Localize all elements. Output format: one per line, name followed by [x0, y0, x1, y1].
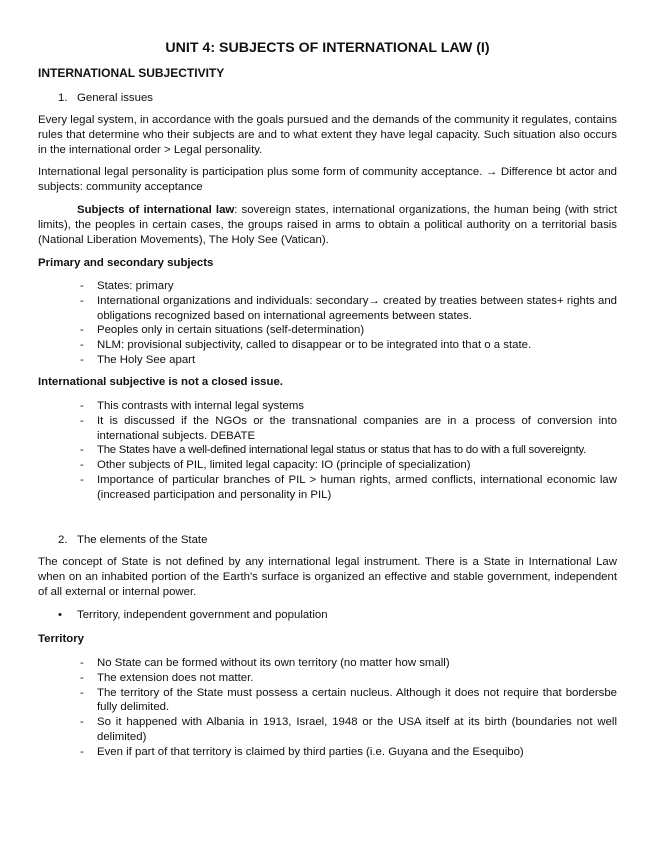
list-item: - The States have a well-defined international legal status or status that has to do with a full sovereignty. [80, 443, 617, 458]
list-item: - It is discussed if the NGOs or the transnational companies are in a process of conversion into international subjects. DEBATE [80, 414, 617, 444]
dash-list [80, 656, 617, 760]
paragraph-text: : sovereign states, international organizations, the human being (with strict limits), the peoples in certain cases, the groups raised in arms to obtain a political authority on a territorial basis (National Liberation Movements), The Holy See (Vatican). [38, 204, 617, 246]
list-item: - The territory of the State must possess a certain nucleus. Although it does not require that bordersbe fully delimited. [80, 686, 617, 716]
paragraph: The concept of State is not defined by any international legal instrument. There is a State in International Law when on an inhabited portion of the Earth's surface is organized an effective and stable government, independent of all external or internal power. [38, 556, 617, 598]
item-number: 1. [58, 92, 68, 104]
list-item: - Importance of particular branches of PIL > human rights, armed conflicts, international economic law (increased participation and personality in PIL) [80, 473, 617, 503]
dash-list [80, 279, 617, 368]
list-item: - International organizations and individuals: secondary→ created by treaties between states+ rights and obligations recognized based on international agreements between states. [80, 294, 617, 324]
numbered-item [58, 91, 598, 106]
bullet-icon: • [58, 609, 62, 621]
item-label: General issues [77, 92, 153, 104]
item-label: The elements of the State [77, 534, 208, 546]
subheading: Territory [38, 633, 84, 645]
bullet-item [58, 608, 637, 623]
list-item: - NLM: provisional subjectivity, called to disappear or to be integrated into that o a state. [80, 338, 617, 353]
list-item: - So it happened with Albania in 1913, Israel, 1948 or the USA itself at its birth (boundaries not well delimited) [80, 715, 617, 745]
list-item: - Other subjects of PIL, limited legal capacity: IO (principle of specialization) [80, 458, 617, 473]
subheading: International subjective is not a closed issue. [38, 376, 283, 388]
bold-term: Subjects of international law [77, 204, 235, 216]
numbered-item [58, 533, 598, 548]
paragraph: International legal personality is participation plus some form of community acceptance. → Difference bt actor and subjects: community acceptance [38, 166, 617, 193]
list-item: - Even if part of that territory is claimed by third parties (i.e. Guyana and the Esequibo) [80, 745, 617, 760]
list-item: - The Holy See apart [80, 353, 617, 368]
list-item: - States: primary [80, 279, 617, 294]
bullet-text: Territory, independent government and population [77, 609, 328, 621]
list-item: - The extension does not matter. [80, 671, 617, 686]
item-number: 2. [58, 534, 68, 546]
list-item: - Peoples only in certain situations (self-determination) [80, 323, 617, 338]
section-heading: INTERNATIONAL SUBJECTIVITY [38, 66, 225, 80]
dash-list [80, 399, 617, 503]
subheading: Primary and secondary subjects [38, 257, 214, 269]
list-item: - No State can be formed without its own territory (no matter how small) [80, 656, 617, 671]
paragraph: Every legal system, in accordance with the goals pursued and the demands of the community it regulates, contains rules that determine who their subjects are and to what extent they have legal capacity. Such situation also occurs in the international order > Legal personality. [38, 114, 617, 156]
page-title: UNIT 4: SUBJECTS OF INTERNATIONAL LAW (I) [165, 40, 490, 56]
paragraph [38, 203, 617, 247]
list-item: - This contrasts with internal legal systems [80, 399, 617, 414]
